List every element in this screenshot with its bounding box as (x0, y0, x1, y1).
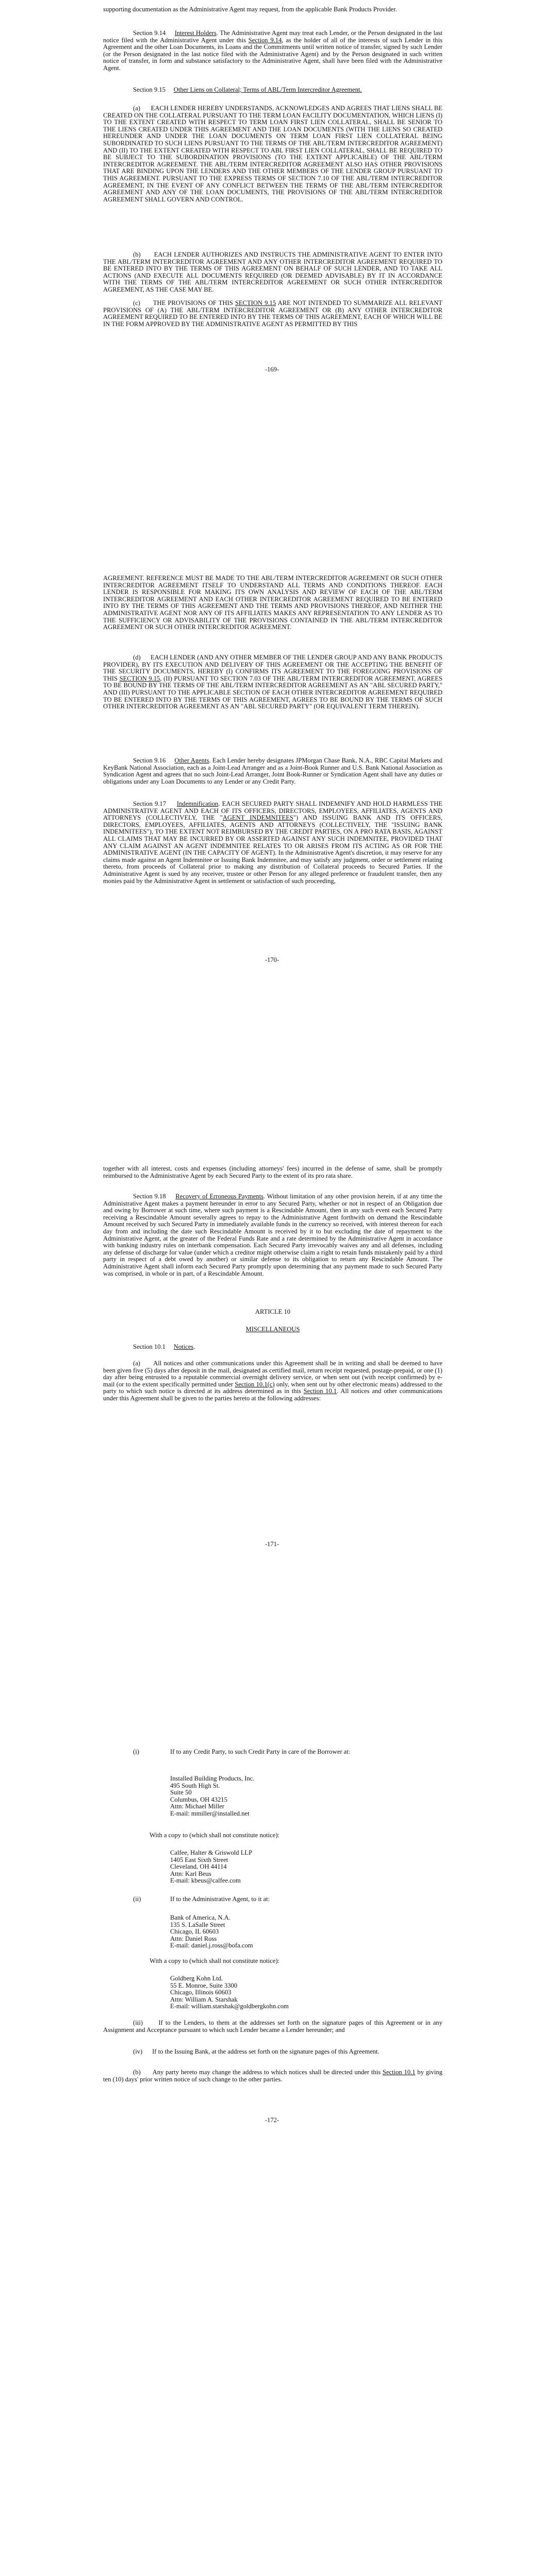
clause-b-notices (103, 2069, 442, 2083)
section-number: Section 9.18 (133, 1193, 166, 1200)
clause-text-continued: . All notices and other communications under this Agreement shall be given to the parties hereto at the following addresses: (103, 1387, 443, 1402)
section-title: Recovery of Erroneous Payments (175, 1193, 263, 1200)
address-email[interactable]: E-mail: mmiller@installed.net (170, 1809, 250, 1817)
address-line: Calfee, Halter & Griswold LLP (170, 1849, 253, 1856)
notice-item-admin-agent: If to the Administrative Agent, to it at: (170, 1895, 270, 1903)
section-9-15-heading (103, 87, 442, 94)
page-number: -171- (265, 1540, 279, 1548)
section-reference: Section 10.1 (303, 1387, 337, 1395)
address-line: Installed Building Products, Inc. (170, 1775, 255, 1782)
section-text: . The Administrative Agent may treat each Lender, or the Person designated in the last notice filed with the Administrative Agent under this (103, 29, 443, 44)
clause-a-intercreditor: (a) EACH LENDER HEREBY UNDERSTANDS, ACKNOWLEDGES AND AGREES THAT LIENS SHALL BE CREATED ON THE COLLATERAL PURSUANT TO THE TERM LOAN FACILITY DOCUMENTATION, WHICH LIENS (I) TO THE EXTENT CREATED WITH RESPECT TO TERM LOAN FIRST LIEN COLLATERAL, SHALL BE SENIOR TO THE LIENS CREATED UNDER THIS AGREEMENT AND THE LOAN DOCUMENTS (WITH THE LIENS SO CREATED HEREUNDER AND UNDER THE LOAN DOCUMENTS ON TERM LOAN FIRST LIEN COLLATERAL BEING SUBORDINATED TO SUCH LIENS PURSUANT TO THE TERMS OF THE ABL/TERM INTERCREDITOR AGREEMENT) AND (II) TO THE EXTENT CREATED WITH RESPECT TO ABL FIRST LIEN COLLATERAL, SHALL BE REQUIRED TO BE SUBJECT TO THE SUBORDINATION PROVISIONS (TO THE EXTENT APPLICABLE) OF THE ABL/TERM INTERCREDITOR AGREEMENT. THE ABL/TERM INTERCREDITOR AGREEMENT ALSO HAS OTHER PROVISIONS THAT ARE BINDING UPON THE LENDERS AND THE OTHER MEMBERS OF THE LENDER GROUP PURSUANT TO THIS AGREEMENT. PURSUANT TO THE EXPRESS TERMS OF SECTION 7.10 OF THE ABL/TERM INTERCREDITOR AGREEMENT, IN THE EVENT OF ANY CONFLICT BETWEEN THE TERMS OF THE ABL/TERM INTERCREDITOR AGREEMENT AND ANY OF THE LOAN DOCUMENTS, THE PROVISIONS OF THE ABL/TERM INTERCREDITOR AGREEMENT SHALL GOVERN AND CONTROL. (103, 105, 442, 203)
clause-text: (a) All notices and other communications under this Agreement shall be in writing and shall be deemed to have been given five (5) days after deposit in the mail, designated as certified mail, return receipt requested, postage-prepaid, or one (1) day after being entrusted to a reputable commercial overnight delivery service, or when sent out (with receipt confirmed) by e-mail (or to the extent specifically permitted under (103, 1360, 442, 1388)
item-label: (iii) (133, 2019, 143, 2026)
section-10-1-heading (103, 1344, 442, 1351)
address-line: Suite 50 (170, 1789, 192, 1797)
section-number: Section 10.1 (133, 1343, 166, 1350)
section-title: Other Agents (174, 757, 209, 764)
clause-text: (d) EACH LENDER (AND ANY OTHER MEMBER OF THE LENDER GROUP AND ANY BANK PRODUCTS PROVIDER), BY ITS EXECUTION AND DELIVERY OF THIS AGREEMENT OR THE ACCEPTING THE BENEFIT OF THE SECURITY DOCUMENTS, HEREBY (I) CONFIRMS ITS AGREEMENT TO THE FOREGOING PROVISIONS OF THIS (103, 654, 442, 682)
defined-term: AGENT INDEMNITEES (222, 814, 293, 822)
address-line: Chicago, Illinois 60603 (170, 1989, 232, 1996)
article-heading: ARTICLE 10 (255, 1308, 291, 1315)
clause-text-continued: , (II) PURSUANT TO SECTION 7.03 OF THE ABL/TERM INTERCREDITOR AGREEMENT, AGREES TO BE BOUND BY THE TERMS OF THE ABL/TERM INTERCREDITOR AGREEMENT AS AN "ABL SECURED PARTY," AND (III) PURSUANT TO THE APPLICABLE SECTION OF EACH OTHER INTERCREDITOR AGREEMENT REQUIRED TO BE ENTERED INTO BY THE TERMS OF THIS AGREEMENT, AGREES TO BE BOUND BY THE TERMS OF SUCH OTHER INTERCREDITOR AGREEMENT AS AN "ABL SECURED PARTY" (OR EQUIVALENT TERM THEREIN). (103, 674, 442, 710)
section-number: Section 9.16 (133, 757, 166, 764)
address-block-admin-agent (170, 1914, 376, 1950)
notice-item-issuing-bank (103, 2048, 442, 2056)
address-line: Chicago, IL 60603 (170, 1928, 219, 1936)
address-line: Attn: Daniel Ross (170, 1935, 217, 1942)
page-number: -169- (265, 366, 279, 373)
section-number: Section 9.14 (133, 29, 166, 37)
address-line: Attn: Michael Miller (170, 1803, 224, 1810)
address-line: Attn: Karl Beus (170, 1870, 211, 1877)
address-line: Goldberg Kohn Ltd. (170, 1975, 223, 1982)
address-block-borrower (170, 1775, 376, 1818)
clause-a-notices (103, 1360, 442, 1402)
address-block-agent-counsel (170, 1975, 376, 2010)
section-9-16 (103, 757, 442, 785)
clause-text-continued: ARE NOT INTENDED TO SUMMARIZE ALL RELEVANT PROVISIONS OF (A) THE ABL/TERM INTERCREDITOR AGREEMENT OR (B) ANY OTHER INTERCREDITOR AGREEMENT REQUIRED TO BE ENTERED INTO BY THE TERMS OF THIS AGREEMENT, EACH OF WHICH WILL BE IN THE FORM APPROVED BY THE ADMINISTRATIVE AGENT AS PERMITTED BY THIS (103, 299, 442, 328)
section-reference: Section 10.1(c) (235, 1380, 275, 1388)
clause-text-mid: only, when sent out by other electronic means) addressed to the party to which such notice is directed at its address determined as in this (103, 1380, 442, 1395)
section-title: Interest Holders (174, 29, 217, 37)
section-9-17 (103, 801, 442, 885)
address-email[interactable]: E-mail: kbeus@calfee.com (170, 1877, 241, 1885)
address-line: Attn: William A. Starshak (170, 1995, 238, 2003)
clause-b-intercreditor: (b) EACH LENDER AUTHORIZES AND INSTRUCTS THE ADMINISTRATIVE AGENT TO ENTER INTO THE ABL/TERM INTERCREDITOR AGREEMENT AND ANY OTHER INTERCREDITOR AGREEMENT REQUIRED TO BE ENTERED INTO BY THE TERMS OF THIS AGREEMENT ON BEHALF OF SUCH LENDER, AND TO TAKE ALL ACTIONS (AND EXECUTE ALL DOCUMENTS REQUIRED (OR DEEMED ADVISABLE) BY IT IN ACCORDANCE WITH THE TERMS OF THE ABL/TERM INTERCREDITOR AGREEMENT OR SUCH OTHER INTERCREDITOR AGREEMENT, AS THE CASE MAY BE. (103, 251, 442, 293)
address-line: Bank of America, N.A. (170, 1914, 230, 1921)
address-block-borrower-counsel (170, 1850, 376, 1885)
section-text-continued: , as the holder of all of the interests of such Lender in this Agreement and the other Loan Documents, its Loans and the Commitments until written notice of transfer, signed by such Lender (or the Person designated in the last notice filed with the Administrative Agent) and by the Person designated in such written notice of transfer, in form and substance satisfactory to the Administrative Agent, shall have been filed with the Administrative Agent. (103, 36, 442, 72)
clause-d-intercreditor (103, 654, 442, 710)
copy-note: With a copy to (which shall not constitute notice): (150, 1957, 280, 1964)
article-title: MISCELLANEOUS (245, 1326, 300, 1333)
address-email[interactable]: E-mail: william.starshak@goldbergkohn.com (170, 2003, 289, 2010)
section-text: . EACH SECURED PARTY SHALL INDEMNIFY AND HOLD HARMLESS THE ADMINISTRATIVE AGENT AND EACH OF ITS OFFICERS, DIRECTORS, EMPLOYEES, AFFILIATES, AGENTS AND ATTORNEYS (COLLECTIVELY, THE " (103, 800, 442, 822)
address-line: 495 South High St. (170, 1782, 220, 1789)
address-line: 55 E. Monroe, Suite 3300 (170, 1981, 238, 1989)
paragraph-continuation: AGREEMENT. REFERENCE MUST BE MADE TO THE ABL/TERM INTERCREDITOR AGREEMENT OR SUCH OTHER INTERCREDITOR AGREEMENT ITSELF TO UNDERSTAND ALL TERMS AND CONDITIONS THEREOF. EACH LENDER IS RESPONSIBLE FOR MAKING ITS OWN ANALYSIS AND REVIEW OF EACH OF THE ABL/TERM INTERCREDITOR AGREEMENT AND EACH OTHER INTERCREDITOR AGREEMENT REQUIRED TO BE ENTERED INTO BY THE TERMS OF THIS AGREEMENT AND THE TERMS AND PROVISIONS THEREOF, AND NEITHER THE ADMINISTRATIVE AGENT NOR ANY OF ITS AFFILIATES MAKES ANY REPRESENTATION TO ANY LENDER AS TO THE SUFFICIENCY OR ADVISABILITY OF THE PROVISIONS CONTAINED IN THE ABL/TERM INTERCREDITOR AGREEMENT OR SUCH OTHER INTERCREDITOR AGREEMENT. (103, 574, 442, 631)
page-number: -170- (265, 956, 279, 963)
item-text: If to the Lenders, to them at the addresses set forth on the signature pages of this Agreement or in any Assignment and Acceptance pursuant to which such Lender became a Lender hereunder; and (103, 2019, 442, 2033)
notice-item-credit-party: If to any Credit Party, to such Credit Party in care of the Borrower at: (170, 1748, 351, 1755)
section-text-continued: ") AND ISSUING BANK AND ITS OFFICERS, DIRECTORS, EMPLOYEES, AFFILIATES, AGENTS AND ATTORNEYS (COLLECTIVELY, THE "ISSUING BANK INDEMNITEES"), TO THE EXTENT NOT REIMBURSED BY THE CREDIT PARTIES, ON A PRO RATA BASIS, AGAINST ALL CLAIMS THAT MAY BE INCURRED BY OR ASSERTED AGAINST ANY SUCH INDEMNITEE, PROVIDED THAT ANY CLAIM AGAINST AN AGENT INDEMNITEE RELATES TO OR ARISES FROM ITS ACTING AS OR FOR THE ADMINISTRATIVE AGENT (IN THE CAPACITY OF AGENT). In the Administrative Agent's discretion, it may reserve for any claims made against an Agent Indemnitee or Issuing Bank Indemnitee, and may satisfy any judgment, order or settlement relating thereto, from proceeds of Collateral prior to making any distribution of Collateral proceeds to Secured Parties. If the Administrative Agent is sued by any receiver, trustee or other Person for any alleged preference or fraudulent transfer, then any monies paid by the Administrative Agent in settlement or satisfaction of such proceeding, (103, 814, 442, 885)
section-9-14 (103, 30, 442, 72)
notice-item-lenders (103, 2020, 442, 2033)
copy-note: With a copy to (which shall not constitute notice): (150, 1832, 280, 1839)
section-number: Section 9.17 (133, 800, 166, 807)
item-label: (iv) (133, 2048, 143, 2055)
item-label: (ii) (133, 1895, 141, 1903)
clause-text: (c) THE PROVISIONS OF THIS (133, 299, 235, 307)
paragraph-continuation: supporting documentation as the Administrative Agent may request, from the applicable Bank Products Provider. (103, 6, 397, 13)
page-number: -172- (265, 2116, 279, 2124)
item-label: (i) (133, 1748, 139, 1755)
address-line: Columbus, OH 43215 (170, 1795, 227, 1803)
section-heading-period: . (193, 1343, 195, 1350)
section-title: Indemnification (176, 800, 219, 807)
address-email[interactable]: E-mail: daniel.j.ross@bofa.com (170, 1942, 253, 1950)
section-reference: SECTION 9.15 (119, 674, 160, 682)
section-title: Other Liens on Collateral; Terms of ABL/Term Intercreditor Agreement. (173, 86, 362, 93)
section-reference: SECTION 9.15 (235, 299, 276, 307)
paragraph-continuation: together with all interest, costs and expenses (including attorneys' fees) incurred in the defense of same, shall be promptly reimbursed to the Administrative Agent by each Secured Party to the extent of its pro rata share. (103, 1165, 442, 1179)
item-text: If to the Issuing Bank, at the address set forth on the signature pages of this Agreement. (152, 2048, 380, 2055)
section-reference: Section 10.1 (382, 2069, 416, 2076)
section-text: . Without limitation of any other provision herein, if at any time the Administrative Agent makes a payment hereunder in error to any Secured Party, whether or not in respect of an Obligation due and owing by Borrower at such time, where such payment is a Rescindable Amount, then in any such event each Secured Party receiving a Rescindable Amount severally agrees to repay to the Administrative Agent forthwith on demand the Rescindable Amount received by such Secured Party in immediately available funds in the currency so received, with interest thereon for each day from and including the date such Rescindable Amount is received by it to but excluding the date of repayment to the Administrative Agent, at the greater of the Federal Funds Rate and a rate determined by the Administrative Agent in accordance with banking industry rules on interbank compensation. Each Secured Party irrevocably waives any and all defenses, including any defense of discharge for value (under which a creditor might otherwise claim a right to retain funds mistakenly paid by a third party in respect of a debt owed by another) or similar defense to its obligation to return any Rescindable Amount. The Administrative Agent shall inform each Secured Party promptly upon determining that any payment made to such Secured Party was comprised, in whole or in part, of a Rescindable Amount. (103, 1193, 443, 1277)
section-title: Notices (173, 1343, 194, 1350)
address-line: 1405 East Sixth Street (170, 1856, 228, 1863)
address-line: 135 S. LaSalle Street (170, 1921, 225, 1928)
section-9-18 (103, 1193, 442, 1277)
clause-text-continued: by giving ten (10) days' prior written notice of such change to the other parties. (103, 2069, 443, 2083)
section-text: . Each Lender hereby designates JPMorgan Chase Bank, N.A., RBC Capital Markets and KeyBank National Association, each as a Joint-Lead Arranger and as a Joint-Book Runner and U.S. Bank National Association as Syndication Agent and agrees that no such Joint-Lead Arranger, Joint Book-Runner or Syndication Agent shall have any duties or obligations under any Loan Documents to any Lender or any Credit Party. (103, 757, 443, 785)
section-reference: Section 9.14 (248, 36, 282, 44)
clause-c-intercreditor (103, 300, 442, 328)
address-line: Cleveland, OH 44114 (170, 1863, 227, 1871)
section-number: Section 9.15 (133, 86, 166, 93)
clause-text: (b) Any party hereto may change the address to which notices shall be directed under this (133, 2069, 383, 2076)
